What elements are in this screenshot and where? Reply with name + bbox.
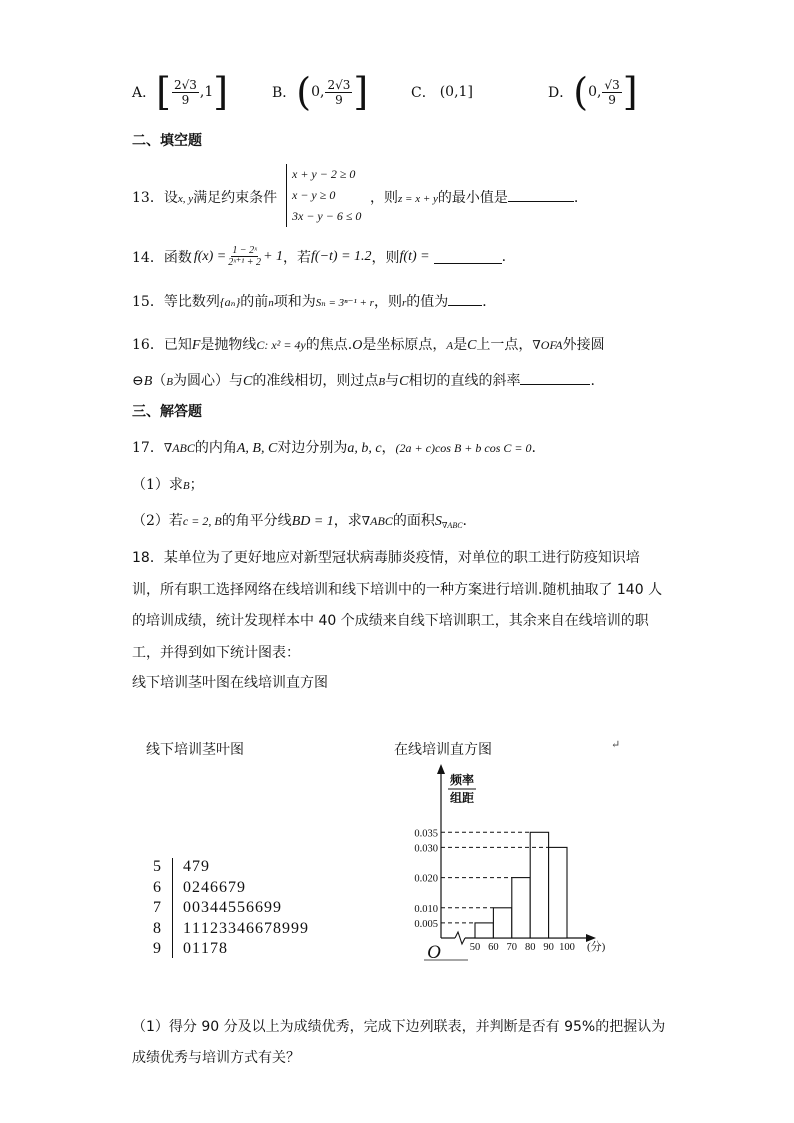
option-d	[548, 72, 638, 112]
origin-label: O	[427, 942, 441, 963]
y-axis-label-bottom: 组距	[449, 791, 475, 805]
stem-value: 9	[153, 940, 161, 957]
histogram-bar	[512, 878, 530, 938]
q15-answer-blank[interactable]	[448, 291, 482, 306]
q13-then: ，则	[370, 190, 398, 206]
leaf-values: 0 2 4 6 6 7 9	[183, 878, 245, 896]
q16-var-b: B	[378, 376, 386, 388]
question-17	[132, 437, 536, 457]
y-axis-label-top: 频率	[449, 773, 475, 787]
q16-var-c: C	[399, 374, 409, 389]
stem-value: 7	[153, 899, 161, 916]
option-b-fraction: $\frac{2√3}{9}$	[327, 77, 351, 107]
q17-p1-label: （1）求	[132, 477, 183, 493]
q16-end: .	[590, 373, 595, 389]
option-b-label: B．	[272, 85, 297, 101]
histogram-bar	[530, 832, 548, 938]
q14-plus: + 1	[263, 248, 284, 264]
q14-given: f(−t) = 1.2	[311, 248, 372, 264]
option-a-fraction: $\frac{2√3}{9}$	[173, 77, 197, 107]
q16-text: 16．已知	[132, 337, 192, 353]
q17-angles: A, B, C	[236, 441, 278, 456]
circle-icon: ⊖	[132, 373, 144, 389]
stem-value: 6	[153, 878, 161, 896]
q13-constraint-3: 3x − y − 6 ≤ 0	[292, 209, 362, 223]
q18-line-4: 工，并得到如下统计图表：	[132, 645, 300, 661]
y-tick-label: 0.030	[414, 843, 438, 855]
q17-part-1	[132, 474, 204, 494]
q13-mid: 满足约束条件	[193, 190, 278, 206]
q17-p2-triangle: ∇ABC	[361, 514, 393, 528]
q16-var-b: B	[143, 374, 153, 389]
q17-text: 的角平分线	[221, 513, 292, 529]
q17-text: 的面积	[392, 513, 435, 529]
question-13	[132, 187, 277, 207]
q17-sides: a, b, c	[347, 441, 382, 456]
q17-p1-end: ；	[189, 477, 204, 493]
option-d-label: D．	[548, 85, 574, 101]
q14-prefix: 14．函数	[132, 249, 192, 266]
q16-text: 相切的直线的斜率	[408, 373, 521, 389]
q17-text: 的内角	[194, 440, 237, 456]
q17-triangle: ∇ABC	[163, 441, 195, 455]
q13-end: .	[573, 190, 579, 206]
x-tick-label: 100	[559, 942, 575, 953]
leaf-values: 0 1 1 7 8	[183, 940, 227, 957]
q16-text: 为圆心）与	[173, 373, 244, 389]
q17-text: 对边分别为	[277, 440, 348, 456]
q17-text: .	[531, 440, 536, 456]
y-tick-label: 0.035	[414, 828, 438, 840]
q17-p2-bd: BD = 1	[291, 514, 334, 529]
stem-value: 5	[153, 858, 161, 875]
q14-fx: f(x) =	[193, 248, 227, 264]
q16-curve: C: x² = 4y	[256, 338, 306, 352]
q15-prefix: 15．等比数列	[132, 294, 220, 310]
q15-mid: 的前	[240, 294, 269, 310]
q16-triangle: ∇OFA	[532, 338, 563, 352]
q16-text: 上一点，	[476, 337, 533, 353]
q16-var-a: A	[446, 340, 454, 352]
q13-vars: x, y	[177, 193, 194, 205]
histogram-bar	[493, 908, 511, 938]
q16-text: 是抛物线	[200, 337, 257, 353]
question-15	[132, 291, 496, 311]
question-16-line-1	[132, 334, 605, 354]
question-14	[132, 245, 506, 268]
q14-fraction: $\frac{\text{1 − 2ˣ}}{\text{2ˣ⁺¹ + 2}}$	[228, 245, 262, 268]
q14-then: ，则	[371, 249, 400, 266]
q17-p2-sub: ∇ABC	[441, 521, 463, 530]
q16-text: 的焦点.	[305, 337, 353, 353]
axis-break-icon	[455, 932, 465, 944]
q17-p1-var: B	[182, 480, 190, 492]
q15-n: n	[268, 297, 274, 309]
q16-text: 与	[385, 373, 400, 389]
q17-p2-label: （2）若	[132, 513, 183, 529]
option-a-label: A．	[132, 85, 157, 101]
histogram-chart	[400, 760, 630, 980]
q15-r: r	[401, 297, 407, 309]
q16-text: 是	[453, 337, 468, 353]
q16-var-c: C	[243, 374, 253, 389]
x-tick-label: 80	[524, 942, 536, 953]
left-paren-icon: (	[573, 70, 589, 114]
q18-part-1-line-1: （1）得分 90 分及以上为成绩优秀，完成下边列联表，并判断是否有 95%的把握认为	[132, 1019, 666, 1035]
q17-text: .	[462, 513, 467, 529]
q14-end: .	[501, 248, 507, 265]
histogram-bar	[549, 847, 567, 938]
q18-line-3: 的培训成绩，统计发现样本中 40 个成绩来自线下培训职工，其余来自在线培训的职	[132, 613, 649, 629]
q15-suffix: 的值为	[406, 294, 449, 310]
section-title-answers: 三、解答题	[132, 404, 202, 420]
q18-part-1-line-2: 成绩优秀与培训方式有关？	[132, 1050, 300, 1066]
y-tick-label: 0.020	[414, 873, 438, 885]
q16-text: 外接圆	[562, 337, 605, 353]
option-c-text: (0,1]	[439, 84, 473, 100]
q17-text: ，	[381, 440, 396, 456]
stem-leaf-divider	[172, 858, 173, 958]
q15-end: ．	[482, 294, 497, 310]
q13-constraint-1: x + y − 2 ≥ 0	[292, 167, 356, 181]
x-tick-label: 60	[488, 942, 499, 953]
y-tick-label: 0.010	[414, 903, 438, 915]
q13-expr: z = x + y	[398, 193, 438, 205]
right-bracket-icon: ]	[213, 70, 229, 114]
q13-suffix: 的最小值是	[437, 190, 508, 206]
q15-mid2: 项和为	[273, 294, 316, 310]
q16-text: 是坐标原点，	[362, 337, 447, 353]
q17-text: ，求	[333, 513, 362, 529]
q16-var-f: F	[191, 338, 201, 353]
stem-value: 8	[153, 919, 161, 937]
q17-part-2	[132, 510, 467, 530]
x-axis-label: (分)	[587, 941, 606, 953]
option-c	[411, 72, 473, 112]
option-c-label: C．	[411, 85, 436, 101]
right-bracket-icon: ]	[353, 70, 369, 114]
option-b	[272, 72, 368, 112]
q17-equation: (2a + c)cos B + b cos C = 0	[395, 441, 532, 455]
q16-var-c: C	[467, 338, 477, 353]
q17-p2-s: S	[434, 514, 442, 529]
leaf-values: 4 7 9	[183, 858, 209, 875]
q13-constraint-2: x − y ≥ 0	[292, 188, 336, 202]
left-paren-icon: (	[296, 70, 312, 114]
q16-answer-blank[interactable]	[520, 370, 590, 385]
option-a-tail: ,1	[199, 84, 214, 100]
q17-text: 17．	[132, 440, 164, 456]
q13-tail	[370, 187, 578, 207]
q15-seq: {aₙ}	[219, 295, 241, 309]
left-bracket-icon: [	[156, 70, 171, 114]
x-tick-label: 90	[543, 942, 554, 953]
option-d-fraction: $\frac{√3}{9}$	[604, 77, 620, 107]
leaf-values: 1 1 1 2 3 3 4 6 6 7 8 9 9 9	[183, 919, 308, 937]
stem-leaf-title: 线下培训茎叶图	[146, 742, 244, 758]
x-tick-label: 70	[506, 942, 518, 953]
q13-prefix: 13．设	[132, 190, 178, 206]
option-d-head: 0,	[588, 84, 602, 100]
question-16-line-2	[132, 370, 595, 390]
q18-line-1: 18．某单位为了更好地应对新型冠状病毒肺炎疫情，对单位的职工进行防疫知识培	[132, 550, 640, 566]
q16-text: （	[152, 373, 167, 389]
q15-sum: Sₙ = 3ⁿ⁻¹ + r	[315, 297, 374, 309]
y-tick-label: 0.005	[414, 918, 438, 930]
q18-caption: 线下培训茎叶图在线培训直方图	[132, 675, 328, 691]
q14-ask: f(t) =	[399, 248, 430, 264]
option-a	[132, 72, 228, 112]
section-title-fill-in: 二、填空题	[132, 133, 202, 149]
x-tick-label: 50	[469, 942, 481, 953]
q14-cond: ，若	[283, 249, 312, 266]
q13-answer-blank[interactable]	[508, 187, 574, 202]
histogram-title: 在线培训直方图	[394, 742, 492, 758]
y-axis-arrow-icon	[437, 764, 445, 774]
q18-line-2: 训，所有职工选择网络在线培训和线下培训中的一种方案进行培训.随机抽取了 140 人	[132, 582, 663, 598]
q16-text: 的准线相切，则过点	[252, 373, 379, 389]
leaf-values: 0 0 3 4 4 5 5 6 6 9 9	[183, 899, 281, 916]
q14-answer-blank[interactable]	[434, 249, 502, 264]
q17-p2-given: c = 2, B	[182, 514, 222, 528]
q16-var-o: O	[352, 338, 363, 353]
q13-constraint-system	[286, 164, 361, 227]
histogram-bar	[475, 923, 493, 938]
q15-then: ，则	[373, 294, 402, 310]
return-mark-icon: ↵	[611, 738, 621, 751]
option-b-head: 0,	[311, 84, 325, 100]
q16-var-b: B	[166, 376, 174, 388]
right-bracket-icon: ]	[622, 70, 638, 114]
